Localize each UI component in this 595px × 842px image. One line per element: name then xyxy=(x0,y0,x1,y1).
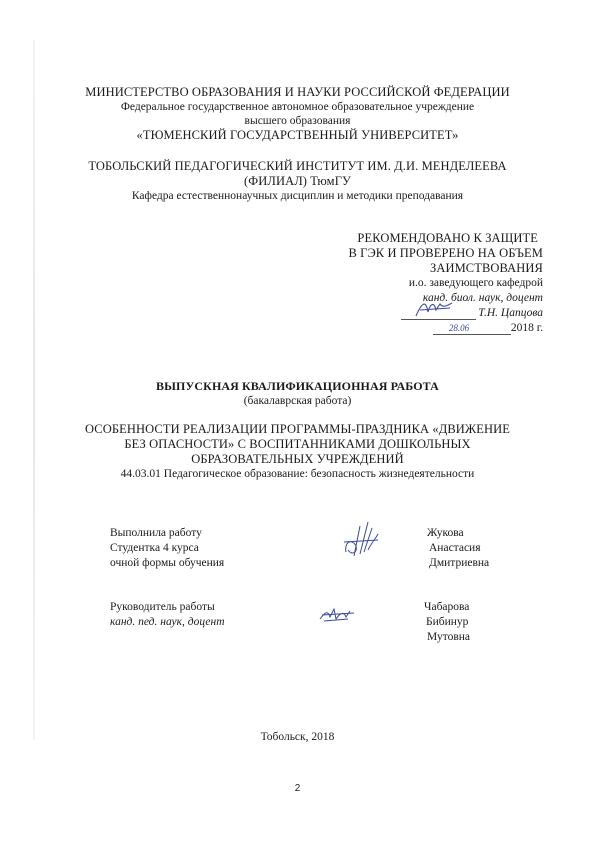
supervisor-patronymic: Мутовна xyxy=(427,631,471,643)
supervisor-signature xyxy=(318,607,358,625)
approval-role: и.о. заведующего кафедрой xyxy=(408,277,543,289)
author-label-1: Выполнила работу xyxy=(110,527,202,539)
work-type: ВЫПУСКНАЯ КВАЛИФИКАЦИОННАЯ РАБОТА xyxy=(156,379,439,393)
institute-branch: (ФИЛИАЛ) ТюмГУ xyxy=(244,174,351,188)
author-label-3: очной формы обучения xyxy=(110,557,225,569)
institution-type: Федеральное государственное автономное образовательное учреждение xyxy=(120,101,475,113)
approval-year: 2018 г. xyxy=(510,322,543,334)
author-label-2: Студентка 4 курса xyxy=(110,542,199,554)
university-name: «ТЮМЕНСКИЙ ГОСУДАРСТВЕННЫЙ УНИВЕРСИТЕТ» xyxy=(136,128,459,142)
supervisor-first-name: Бибинур xyxy=(426,616,469,628)
institute-name: ТОБОЛЬСКИЙ ПЕДАГОГИЧЕСКИЙ ИНСТИТУТ ИМ. Д.И. МЕНДЕЛЕЕВА xyxy=(88,159,507,173)
author-patronymic: Дмитриевна xyxy=(429,557,490,569)
department-name: Кафедра естественнонаучных дисциплин и методики преподавания xyxy=(131,190,464,202)
work-title-line-3: ОБРАЗОВАТЕЛЬНЫХ УЧРЕЖДЕНИЙ xyxy=(191,452,404,466)
supervisor-degree: канд. пед. наук, доцент xyxy=(110,616,225,628)
approval-date xyxy=(433,321,543,335)
city-year: Тобольск, 2018 xyxy=(260,731,335,743)
approval-date-line xyxy=(433,322,511,335)
approval-signature xyxy=(412,298,462,320)
work-title-line-2: БЕЗ ОПАСНОСТИ» С ВОСПИТАННИКАМИ ДОШКОЛЬНЫХ xyxy=(124,437,471,451)
work-specialty: 44.03.01 Педагогическое образование: безопасность жизнедеятельности xyxy=(120,468,475,480)
approval-line-2: В ГЭК И ПРОВЕРЕНО НА ОБЪЕМ xyxy=(348,246,543,260)
supervisor-surname: Чабарова xyxy=(424,601,470,613)
work-subtype: (бакалаврская работа) xyxy=(243,395,352,407)
institution-level: высшего образования xyxy=(244,115,351,127)
work-title-line-1: ОСОБЕННОСТИ РЕАЛИЗАЦИИ ПРОГРАММЫ-ПРАЗДНИКА «ДВИЖЕНИЕ xyxy=(85,422,510,436)
author-first-name: Анастасия xyxy=(429,542,481,554)
author-surname: Жукова xyxy=(427,527,464,539)
page-number: 2 xyxy=(294,783,301,794)
approval-line-3: ЗАИМСТВОВАНИЯ xyxy=(429,261,543,275)
approval-degree: канд. биол. наук, доцент xyxy=(422,292,543,304)
supervisor-label: Руководитель работы xyxy=(110,601,215,613)
ministry-name: МИНИСТЕРСТВО ОБРАЗОВАНИЯ И НАУКИ РОССИЙСКОЙ ФЕДЕРАЦИИ xyxy=(85,85,510,99)
author-signature xyxy=(338,516,386,564)
approval-line-1: РЕКОМЕНДОВАНО К ЗАЩИТЕ xyxy=(357,231,538,245)
approval-name-text: Т.Н. Цапцова xyxy=(478,307,543,319)
handwritten-date: 28.06 xyxy=(448,323,470,333)
